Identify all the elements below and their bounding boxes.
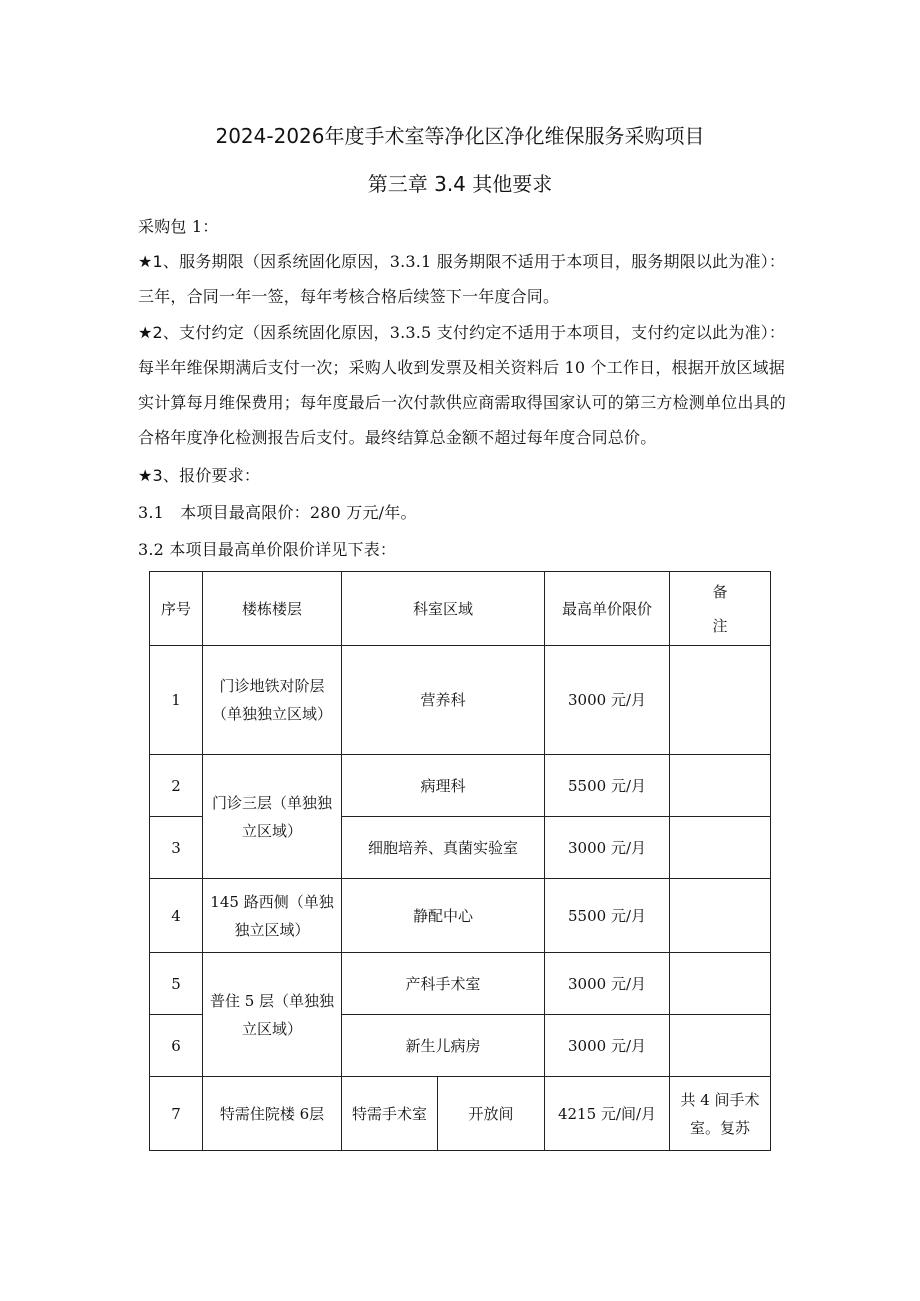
row2-remark: [670, 755, 771, 817]
item2-text: 支付约定（因系统固化原因，3.3.5 支付约定不适用于本项目，支付约定以此为准）：每半年维保期满后支付一次；采购人收到发票及相关资料后 10 个工作日，根据开放区域据实计算每月维保费用；每年度最后一次付款供应商需取得国家认可的第三方检测单位出具的合格年度净化检测报告后支付。最终结算总金额不超过每年度合同总价。: [138, 323, 787, 447]
item-payment-terms: [138, 315, 788, 455]
row2-floor: 门诊三层（单独独立区域）: [203, 755, 342, 879]
row3-price: 3000 元/月: [545, 817, 670, 879]
row7-remark: 共 4 间手术室。复苏: [670, 1077, 771, 1151]
item-service-period: [138, 244, 788, 314]
row5-seq: 5: [150, 953, 203, 1015]
unit-price-table: [149, 571, 771, 1151]
header-price: 最高单价限价: [545, 572, 670, 646]
row1-seq: 1: [150, 646, 203, 755]
row1-remark: [670, 646, 771, 755]
row6-dept: 新生儿病房: [342, 1015, 545, 1077]
document-title: 2024-2026年度手术室等净化区净化维保服务采购项目: [215, 124, 705, 148]
row2-seq: 2: [150, 755, 203, 817]
package-label: 采购包 1：: [138, 217, 219, 236]
row2-price: 5500 元/月: [545, 755, 670, 817]
row7-floor: 特需住院楼 6层: [203, 1077, 342, 1151]
row2-dept: 病理科: [342, 755, 545, 817]
section-title: 第三章 3.4 其他要求: [367, 172, 553, 196]
table-row: [150, 1077, 771, 1151]
row7-dept: 特需手术室: [342, 1077, 438, 1151]
row5-price: 3000 元/月: [545, 953, 670, 1015]
row1-floor: 门诊地铁对阶层（单独独立区域）: [203, 646, 342, 755]
table-row: [150, 646, 771, 755]
row5-floor: 普住 5 层（单独独立区域）: [203, 953, 342, 1077]
row1-dept: 营养科: [342, 646, 545, 755]
row5-remark: [670, 953, 771, 1015]
item3-prefix: ★3、: [138, 466, 180, 485]
row4-price: 5500 元/月: [545, 879, 670, 953]
row3-dept: 细胞培养、真菌实验室: [342, 817, 545, 879]
row4-floor: 145 路西侧（单独独立区域）: [203, 879, 342, 953]
table-row: [150, 879, 771, 953]
item3-text: 报价要求：: [179, 466, 261, 485]
item-max-total-price: 3.1 本项目最高限价：280 万元/年。: [138, 503, 417, 522]
header-remark: [670, 572, 771, 646]
item1-text: 服务期限（因系统固化原因，3.3.1 服务期限不适用于本项目，服务期限以此为准）：三年，合同一年一签，每年考核合格后续签下一年度合同。: [138, 252, 786, 306]
row4-seq: 4: [150, 879, 203, 953]
row7-sub: 开放间: [438, 1077, 545, 1151]
table-row: [150, 953, 771, 1015]
row6-seq: 6: [150, 1015, 203, 1077]
table-header-row: [150, 572, 771, 646]
row5-dept: 产科手术室: [342, 953, 545, 1015]
row6-remark: [670, 1015, 771, 1077]
item-max-unit-price-note: 3.2 本项目最高单价限价详见下表：: [138, 540, 397, 559]
item1-prefix: ★1、: [138, 252, 180, 271]
table-row: [150, 755, 771, 817]
header-remark-line2: 注: [712, 616, 728, 635]
row1-price: 3000 元/月: [545, 646, 670, 755]
row7-seq: 7: [150, 1077, 203, 1151]
header-floor: 楼栋楼层: [203, 572, 342, 646]
header-dept: 科室区域: [342, 572, 545, 646]
row4-dept: 静配中心: [342, 879, 545, 953]
row6-price: 3000 元/月: [545, 1015, 670, 1077]
item2-prefix: ★2、: [138, 323, 180, 342]
header-seq: 序号: [150, 572, 203, 646]
row3-remark: [670, 817, 771, 879]
item-quote-requirements: [138, 458, 788, 493]
header-remark-line1: 备: [712, 582, 728, 601]
row3-seq: 3: [150, 817, 203, 879]
row7-price: 4215 元/间/月: [545, 1077, 670, 1151]
row4-remark: [670, 879, 771, 953]
